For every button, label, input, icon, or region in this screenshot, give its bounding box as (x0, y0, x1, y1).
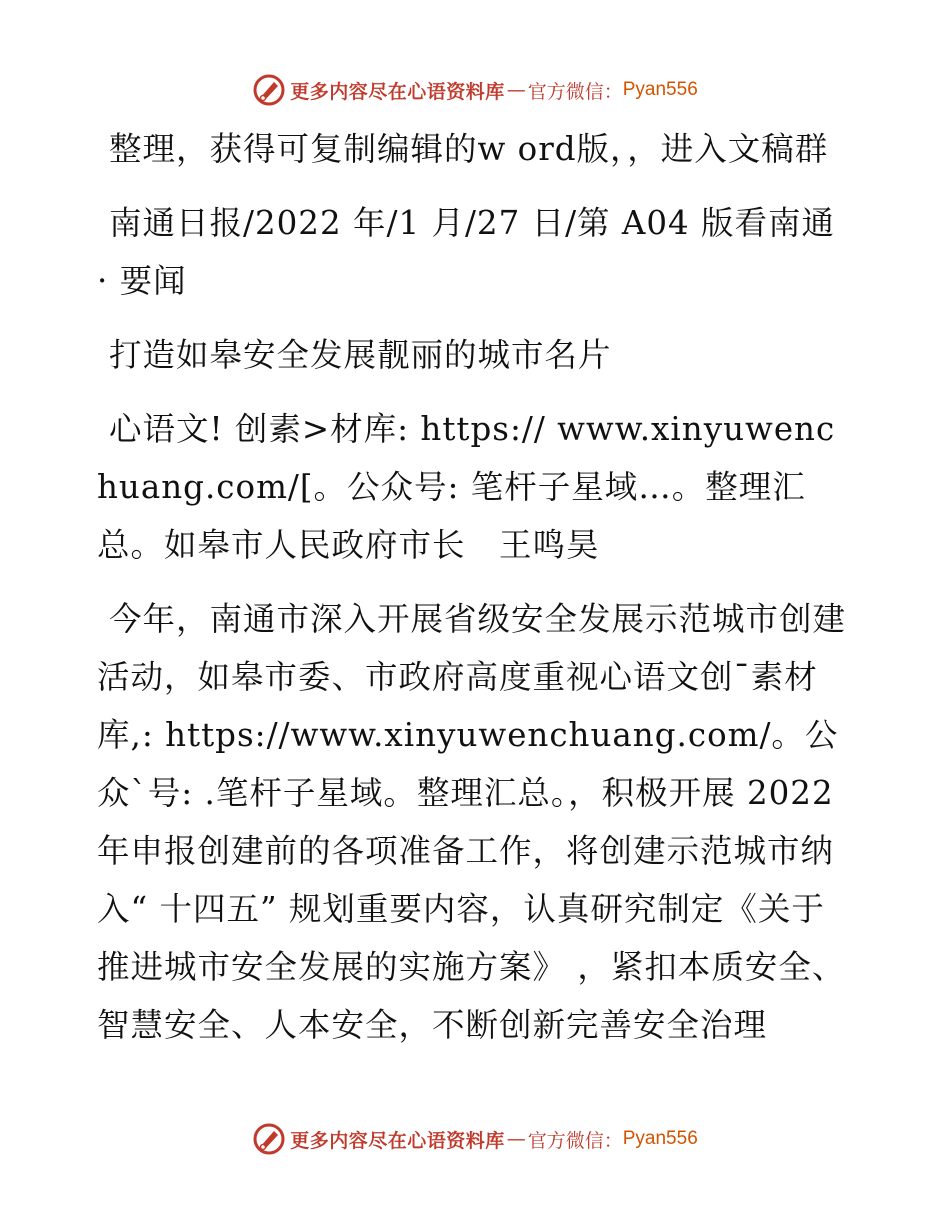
article-title: 打造如皋安全发展靓丽的城市名片 (109, 336, 612, 374)
banner-dash: — (506, 79, 526, 101)
footer-banner (0, 1119, 950, 1159)
banner-tagline: 更多内容尽在心语资料库 (290, 1129, 505, 1152)
source-line: 南通日报/2022 年/1 月/27 日/第 A04 版看南通 · 要闻 (97, 204, 836, 300)
pen-logo-icon (252, 73, 286, 107)
banner-wechat-label: 官方微信： (527, 80, 623, 103)
byline-paragraph: 心语文! 创素>材库: https:// www.xinyuwenchuang.com/[。公众号: 笔杆子星域…。整理汇总。如皋市人民政府市长 王鸣昊 (97, 410, 836, 564)
banner-wechat-id: Pyan556 (622, 1128, 698, 1149)
banner-wechat-id: Pyan556 (622, 79, 698, 100)
banner-tagline: 更多内容尽在心语资料库 (290, 80, 505, 103)
intro-paragraph: 整理，获得可复制编辑的w ord版，，进入文稿群 (109, 130, 829, 168)
header-banner (0, 70, 950, 110)
banner-wechat-label: 官方微信： (527, 1129, 623, 1152)
document-body (97, 120, 857, 1054)
body-paragraph: 今年，南通市深入开展省级安全发展示范城市创建活动，如皋市委、市政府高度重视心语文创¯素材库,: https://www.xinyuwenchuang.com/。公众ˋ号: .笔杆子星域。整理汇总。，积极开展 2022 年申报创建前的各项准备工作，将创建示范城市纳入“ 十四五” 规划重要内容，认真研究制定《关于推进城市安全发展的实施方案》 ，紧扣本质安全、智慧安全、人本安全，不断创新完善安全治理 (97, 600, 847, 1044)
pen-logo-icon (252, 1122, 286, 1156)
banner-dash: — (506, 1128, 526, 1150)
